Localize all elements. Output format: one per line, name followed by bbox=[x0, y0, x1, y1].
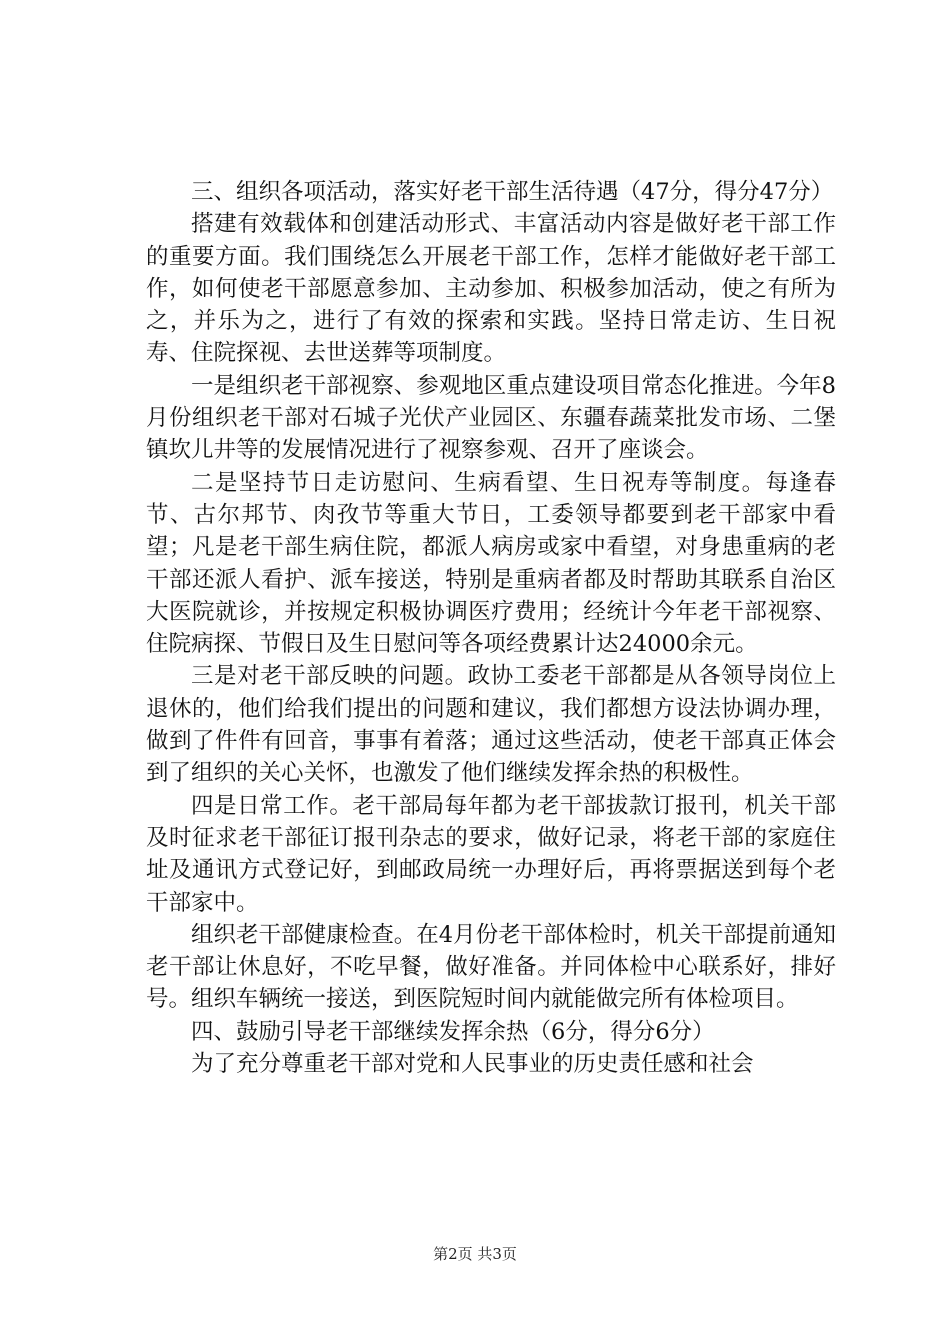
paragraph-intro: 搭建有效载体和创建活动形式、丰富活动内容是做好老干部工作的重要方面。我们围绕怎么开展老干部工作，怎样才能做好老干部工作，如何使老干部愿意参加、主动参加、积极参加活动，使之有所为之，并乐为之，进行了有效的探索和实践。坚持日常走访、生日祝寿、住院探视、去世送葬等项制度。 bbox=[146, 211, 836, 367]
paragraph-item-3: 三是对老干部反映的问题。政协工委老干部都是从各领导岗位上退休的，他们给我们提出的问题和建议，我们都想方设法协调办理，做到了件件有回音，事事有着落；通过这些活动，使老干部真正体会到了组织的关心关怀，也激发了他们继续发挥余热的积极性。 bbox=[146, 663, 836, 787]
paragraph-item-2: 二是坚持节日走访慰问、生病看望、生日祝寿等制度。每逢春节、古尔邦节、肉孜节等重大节日，工委领导都要到老干部家中看望；凡是老干部生病住院，都派人病房或家中看望，对身患重病的老干部还派人看护、派车接送，特别是重病者都及时帮助其联系自治区大医院就诊，并按规定积极协调医疗费用；经统计今年老干部视察、住院病探、节假日及生日慰问等各项经费累计达24000余元。 bbox=[146, 469, 836, 658]
paragraph-item-4: 四是日常工作。老干部局每年都为老干部拔款订报刊，机关干部及时征求老干部征订报刊杂志的要求，做好记录，将老干部的家庭住址及通讯方式登记好，到邮政局统一办理好后，再将票据送到每个老干部家中。 bbox=[146, 792, 836, 916]
paragraph-health-check: 组织老干部健康检查。在4月份老干部体检时，机关干部提前通知老干部让休息好，不吃早餐，做好准备。并同体检中心联系好，排好号。组织车辆统一接送，到医院短时间内就能做完所有体检项目。 bbox=[146, 921, 836, 1013]
section-heading-3: 三、组织各项活动，落实好老干部生活待遇（47分，得分47分） bbox=[191, 179, 834, 205]
section-heading-4: 四、鼓励引导老干部继续发挥余热（6分，得分6分） bbox=[191, 1018, 715, 1045]
paragraph-item-1: 一是组织老干部视察、参观地区重点建设项目常态化推进。今年8月份组织老干部对石城子光伏产业园区、东疆春蔬菜批发市场、二堡镇坎儿井等的发展情况进行了视察参观、召开了座谈会。 bbox=[146, 372, 836, 464]
document-body bbox=[146, 176, 836, 1080]
paragraph-continued: 为了充分尊重老干部对党和人民事业的历史责任感和社会 bbox=[191, 1051, 754, 1078]
page-number-footer: 第2页 共3页 bbox=[433, 1245, 517, 1263]
